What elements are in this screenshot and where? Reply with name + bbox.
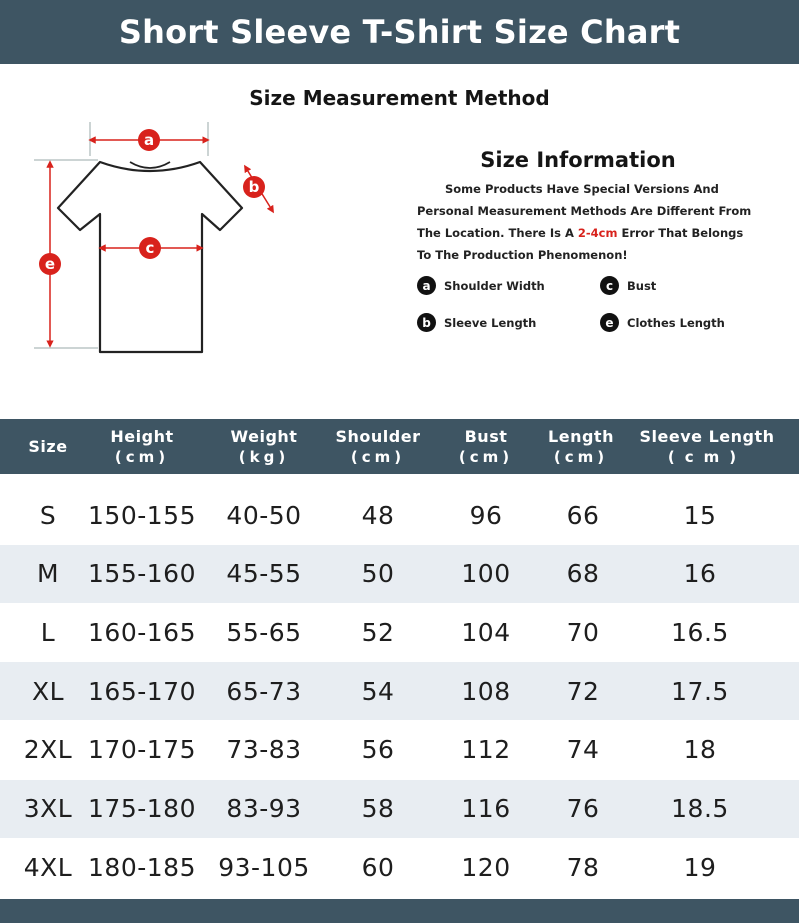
label-e-badge	[39, 253, 61, 275]
header-height: Height (cm)	[110, 426, 174, 466]
cell-weight: 55-65	[226, 617, 302, 647]
cell-bust: 100	[461, 559, 511, 589]
letter-b-icon: b	[417, 313, 436, 332]
legend-label: Bust	[627, 278, 657, 293]
t-shirt-diagram	[28, 118, 278, 368]
page-title: Short Sleeve T-Shirt Size Chart	[118, 13, 681, 51]
cell-height: 155-160	[88, 559, 196, 589]
header-sleeve-length: Sleeve Length (cm)	[639, 426, 775, 466]
table-row	[0, 486, 799, 544]
header-shoulder: Shoulder (cm)	[335, 426, 421, 466]
size-information-text	[417, 178, 757, 266]
letter-a-icon: a	[417, 276, 436, 295]
cell-sleeve-length: 19	[683, 852, 717, 882]
cell-size: 2XL	[23, 735, 73, 765]
header-bust: Bust (cm)	[458, 426, 514, 466]
cell-length: 68	[566, 559, 600, 589]
cell-length: 66	[566, 500, 600, 530]
cell-height: 165-170	[88, 676, 196, 706]
cell-shoulder: 58	[361, 794, 395, 823]
table-row	[0, 603, 799, 661]
svg-text:a: a	[143, 131, 155, 149]
letter-c-icon: c	[600, 276, 619, 295]
measurement-legend	[417, 276, 757, 336]
cell-shoulder: 54	[361, 676, 395, 706]
size-table-header	[0, 419, 799, 474]
cell-sleeve-length: 18.5	[671, 794, 729, 823]
label-b-badge	[243, 176, 265, 198]
cell-sleeve-length: 16	[683, 559, 717, 589]
t-shirt-icon	[28, 118, 278, 368]
cell-weight: 83-93	[226, 794, 302, 823]
svg-text:c: c	[145, 239, 155, 257]
info-text-before: Some Products Have Special Versions And Personal Measurement Methods Are Different From The Location. There Is A	[417, 182, 752, 240]
header-length: Length (cm)	[548, 426, 614, 466]
measurement-method-title: Size Measurement Method	[249, 86, 550, 110]
cell-shoulder: 48	[361, 500, 395, 530]
legend-item-bust	[600, 276, 656, 295]
legend-item-clothes-length	[600, 313, 725, 332]
cell-height: 160-165	[88, 617, 196, 647]
table-row	[0, 545, 799, 603]
cell-bust: 96	[469, 500, 503, 530]
size-information-title: Size Information	[480, 148, 676, 172]
error-range-highlight: 2-4cm	[577, 226, 618, 240]
cell-size: M	[36, 559, 60, 589]
title-banner	[0, 0, 799, 64]
legend-item-shoulder-width	[417, 276, 545, 295]
cell-size: L	[40, 617, 56, 647]
cell-size: S	[39, 500, 57, 530]
table-row	[0, 721, 799, 779]
cell-sleeve-length: 17.5	[671, 676, 729, 706]
cell-length: 70	[566, 617, 600, 647]
table-row	[0, 838, 799, 896]
cell-length: 72	[566, 676, 600, 706]
cell-sleeve-length: 15	[683, 500, 717, 530]
header-weight: Weight (kg)	[230, 426, 298, 466]
cell-height: 180-185	[88, 852, 196, 882]
label-a-badge	[138, 129, 160, 151]
cell-bust: 112	[461, 735, 511, 765]
label-c-badge	[139, 237, 161, 259]
cell-bust: 104	[461, 617, 511, 647]
cell-size: 4XL	[23, 852, 73, 882]
table-row	[0, 662, 799, 720]
cell-size: XL	[31, 676, 65, 706]
cell-shoulder: 50	[361, 559, 395, 589]
cell-weight: 65-73	[226, 676, 302, 706]
legend-label: Shoulder Width	[444, 278, 545, 293]
cell-length: 76	[566, 794, 600, 823]
cell-weight: 45-55	[226, 559, 302, 589]
cell-length: 74	[566, 735, 600, 765]
svg-text:b: b	[248, 178, 260, 196]
cell-bust: 108	[461, 676, 511, 706]
cell-bust: 120	[461, 852, 511, 882]
cell-height: 150-155	[88, 500, 196, 530]
size-information	[417, 148, 757, 266]
cell-shoulder: 52	[361, 617, 395, 647]
header-size: Size	[28, 436, 68, 456]
legend-item-sleeve-length	[417, 313, 536, 332]
bottom-bar	[0, 899, 799, 923]
cell-height: 170-175	[88, 735, 196, 765]
letter-e-icon: e	[600, 313, 619, 332]
legend-label: Clothes Length	[627, 315, 725, 330]
cell-shoulder: 60	[361, 852, 395, 882]
cell-sleeve-length: 18	[683, 735, 717, 765]
cell-weight: 73-83	[226, 735, 302, 765]
info-text-after: Error That Belongs To The Production Phenomenon!	[417, 226, 744, 262]
cell-height: 175-180	[88, 794, 196, 823]
cell-shoulder: 56	[361, 735, 395, 765]
table-row	[0, 780, 799, 838]
cell-bust: 116	[461, 794, 511, 823]
svg-text:e: e	[44, 255, 56, 273]
legend-label: Sleeve Length	[444, 315, 537, 330]
cell-length: 78	[566, 852, 600, 882]
cell-weight: 93-105	[218, 852, 310, 882]
cell-sleeve-length: 16.5	[671, 617, 729, 647]
cell-size: 3XL	[23, 794, 73, 823]
cell-weight: 40-50	[226, 500, 302, 530]
